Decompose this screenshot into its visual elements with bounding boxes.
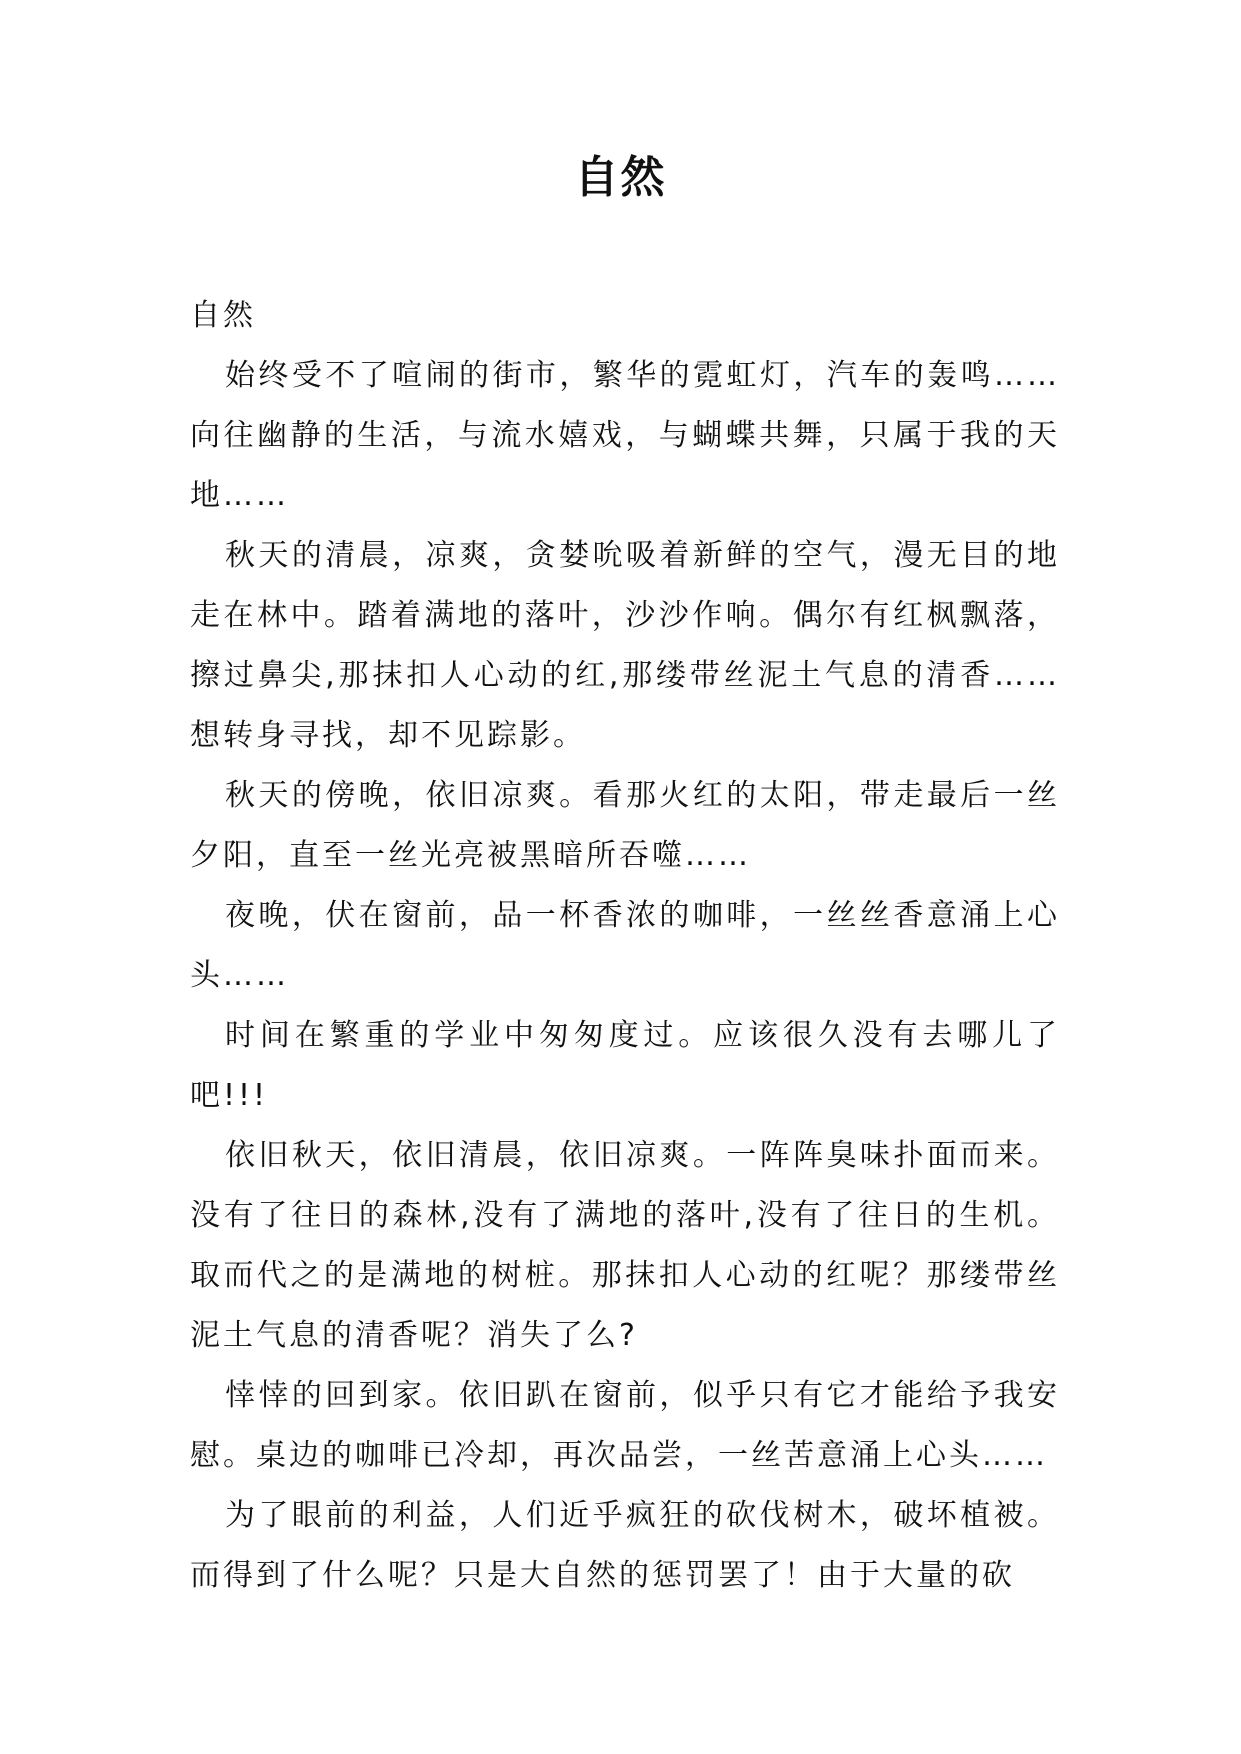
paragraph: 悻悻的回到家。依旧趴在窗前，似乎只有它才能给予我安慰。桌边的咖啡已冷却，再次品尝，一丝苦意涌上心头…… [190, 1378, 1060, 1473]
document-title: 自然 [574, 152, 667, 203]
paragraph: 夜晚，伏在窗前，品一杯香浓的咖啡，一丝丝香意涌上心头…… [190, 898, 1060, 993]
paragraph: 秋天的清晨，凉爽，贪婪吮吸着新鲜的空气，漫无目的地走在林中。踏着满地的落叶，沙沙作响。偶尔有红枫飘落，擦过鼻尖,那抹扣人心动的红,那缕带丝泥土气息的清香……想转身寻找，却不见踪影。 [190, 538, 1060, 753]
document-body [190, 286, 1060, 1606]
paragraph: 时间在繁重的学业中匆匆度过。应该很久没有去哪儿了吧!!! [190, 1018, 1060, 1113]
paragraph: 始终受不了喧闹的街市，繁华的霓虹灯，汽车的轰鸣……向往幽静的生活，与流水嬉戏，与蝴蝶共舞，只属于我的天地…… [190, 358, 1060, 513]
paragraph: 依旧秋天，依旧清晨，依旧凉爽。一阵阵臭味扑面而来。没有了往日的森林,没有了满地的落叶,没有了往日的生机。取而代之的是满地的树桩。那抹扣人心动的红呢？那缕带丝泥土气息的清香呢？消失了么? [190, 1138, 1060, 1353]
paragraph: 为了眼前的利益，人们近乎疯狂的砍伐树木，破坏植被。而得到了什么呢？只是大自然的惩罚罢了！由于大量的砍 [190, 1498, 1060, 1593]
paragraph-heading: 自然 [190, 298, 256, 333]
paragraph: 秋天的傍晚，依旧凉爽。看那火红的太阳，带走最后一丝夕阳，直至一丝光亮被黑暗所吞噬…… [190, 778, 1060, 873]
